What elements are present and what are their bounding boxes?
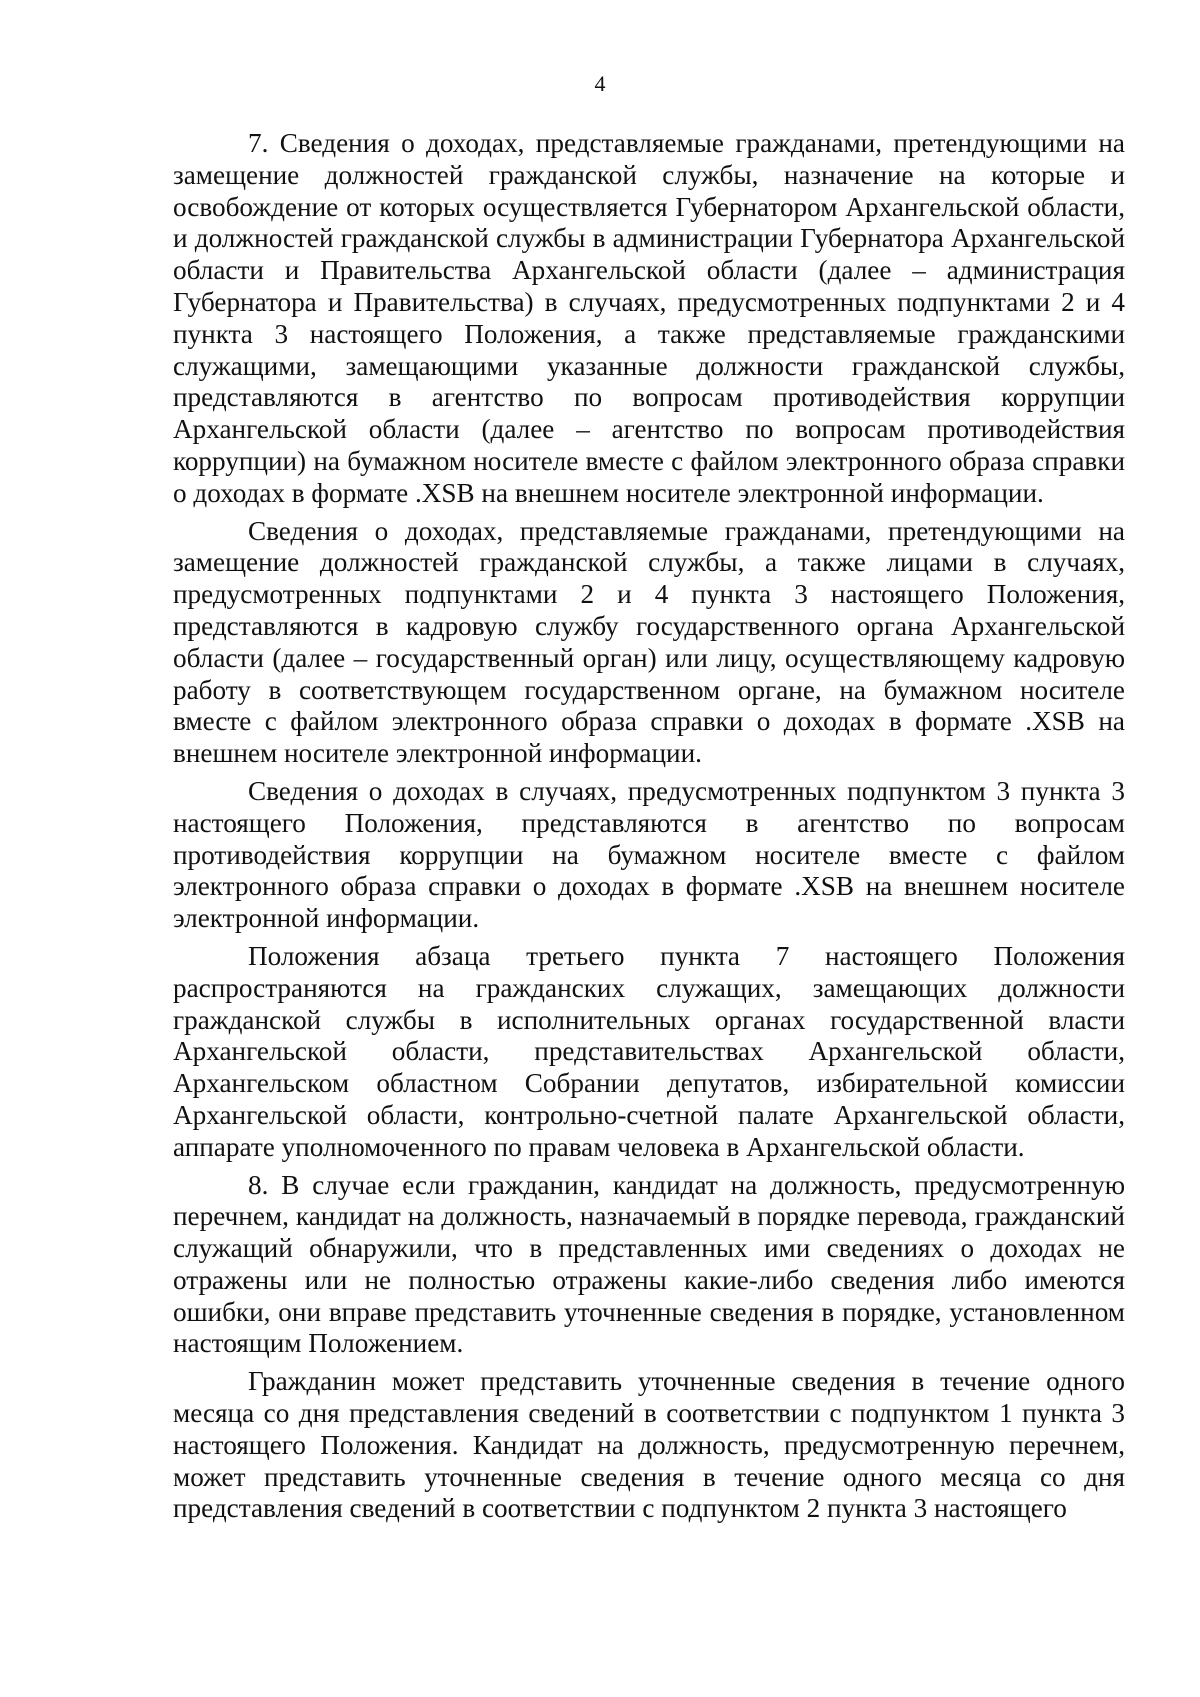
- document-body: [173, 128, 1125, 1531]
- page-number: 4: [594, 71, 606, 96]
- paragraph-8-second: Гражданин может представить уточненные сведения в течение одного месяца со дня представления сведений в соответствии с подпунктом 1 пункта 3 настоящего Положения. Кандидат на должность, предусмотренную перечнем, может представить уточненные сведения в течение одного месяца со дня представления сведений в соответствии с подпунктом 2 пункта 3 настоящего: [173, 1366, 1125, 1524]
- paragraph-7-fourth: Положения абзаца третьего пункта 7 настоящего Положения распространяются на гражданских служащих, замещающих должности гражданской службы в исполнительных органах государственной власти Архангельской области, представительствах Архангельской области, Архангельском областном Собрании депутатов, избирательной комиссии Архангельской области, контрольно-счетной палате Архангельской области, аппарате уполномоченного по правам человека в Архангельской области.: [173, 940, 1125, 1162]
- paragraph-8: 8. В случае если гражданин, кандидат на должность, предусмотренную перечнем, кандидат на должность, назначаемый в порядке перевода, гражданский служащий обнаружили, что в представленных ими сведениях о доходах не отражены или не полностью отражены какие-либо сведения либо имеются ошибки, они вправе представить уточненные сведения в порядке, установленном настоящим Положением.: [173, 1169, 1125, 1359]
- paragraph-7-third: Сведения о доходах в случаях, предусмотренных подпунктом 3 пункта 3 настоящего Положения, представляются в агентство по вопросам противодействия коррупции на бумажном носителе вместе с файлом электронного образа справки о доходах в формате .XSB на внешнем носителе электронной информации.: [173, 775, 1125, 934]
- paragraph-7-second: Сведения о доходах, представляемые гражданами, претендующими на замещение должностей гражданской службы, а также лицами в случаях, предусмотренных подпунктами 2 и 4 пункта 3 настоящего Положения, представляются в кадровую службу государственного органа Архангельской области (далее – государственный орган) или лицу, осуществляющему кадровую работу в соответствующем государственном органе, на бумажном носителе вместе с файлом электронного образа справки о доходах в формате .XSB на внешнем носителе электронной информации.: [173, 515, 1125, 769]
- paragraph-7: 7. Сведения о доходах, представляемые гражданами, претендующими на замещение должностей гражданской службы, назначение на которые и освобождение от которых осуществляется Губернатором Архангельской области, и должностей гражданской службы в администрации Губернатора Архангельской области и Правительства Архангельской области (далее – администрация Губернатора и Правительства) в случаях, предусмотренных подпунктами 2 и 4 пункта 3 настоящего Положения, а также представляемые гражданскими служащими, замещающими указанные должности гражданской службы, представляются в агентство по вопросам противодействия коррупции Архангельской области (далее – агентство по вопросам противодействия коррупции) на бумажном носителе вместе с файлом электронного образа справки о доходах в формате .XSB на внешнем носителе электронной информации.: [173, 128, 1125, 508]
